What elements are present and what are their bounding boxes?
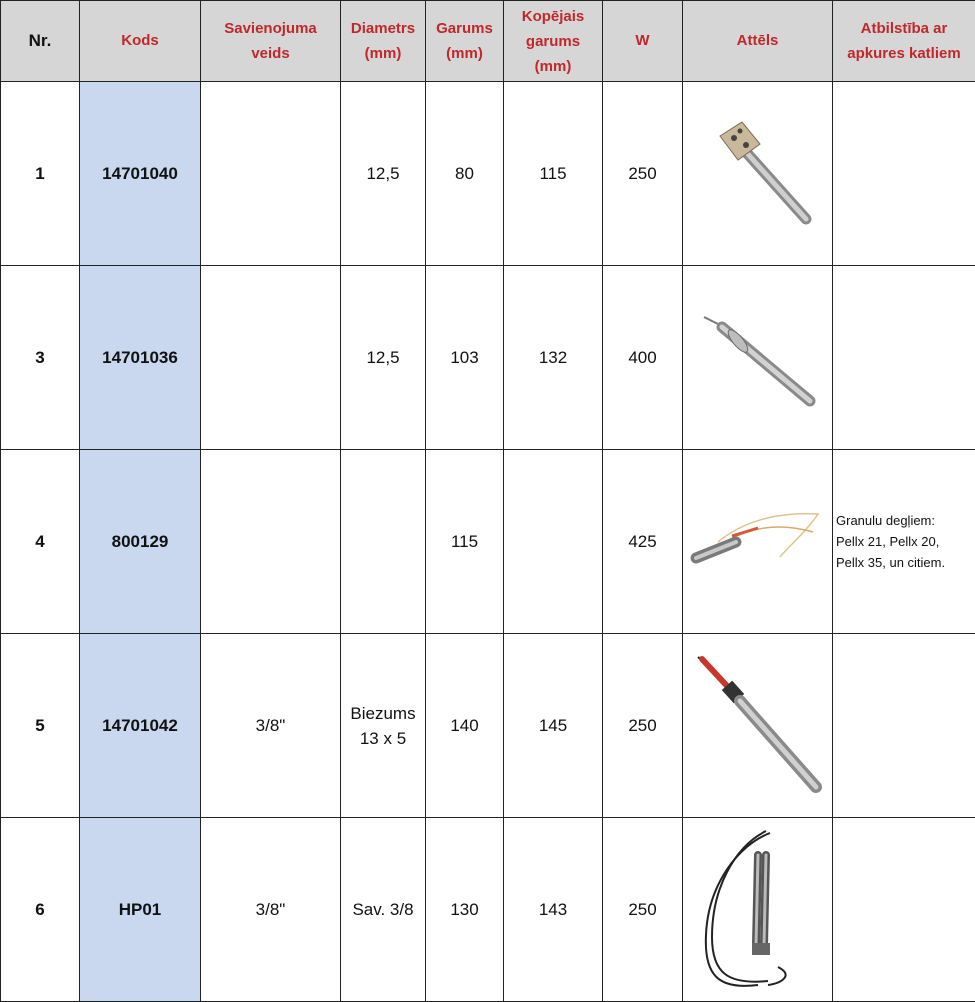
cell-attels <box>683 266 833 450</box>
cell-w: 250 <box>603 82 683 266</box>
header-w: W <box>603 1 683 82</box>
table-row <box>1 266 975 450</box>
cell-savienojuma-veids <box>201 450 341 634</box>
cell-atbilstiba <box>833 266 975 450</box>
table-row <box>1 82 975 266</box>
header-atbilstiba: Atbilstība ar apkures katliem <box>833 1 975 82</box>
header-attels: Attēls <box>683 1 833 82</box>
cell-kopejais-garums: 132 <box>504 266 603 450</box>
cell-atbilstiba <box>833 634 975 818</box>
cell-diametrs <box>341 450 426 634</box>
table-row <box>1 818 975 1002</box>
heating-element-threaded-icon <box>688 651 828 801</box>
heating-element-terminal-block-icon <box>698 114 818 234</box>
header-diametrs: Diametrs (mm) <box>341 1 426 82</box>
cell-kods: 800129 <box>80 450 201 634</box>
heating-element-wires-icon <box>688 502 828 582</box>
cell-kopejais-garums <box>504 450 603 634</box>
cell-kods: 14701040 <box>80 82 201 266</box>
header-garums: Garums (mm) <box>426 1 504 82</box>
cell-savienojuma-veids <box>201 266 341 450</box>
cell-w: 425 <box>603 450 683 634</box>
header-kopejais-garums: Kopējais garums (mm) <box>504 1 603 82</box>
cell-diametrs: 12,5 <box>341 266 426 450</box>
cell-diametrs: Sav. 3/8 <box>341 818 426 1002</box>
cell-kods: HP01 <box>80 818 201 1002</box>
cell-garums: 115 <box>426 450 504 634</box>
cell-w: 250 <box>603 818 683 1002</box>
cell-w: 250 <box>603 634 683 818</box>
cell-atbilstiba: Granulu degļiem: Pellx 21, Pellx 20, Pellx 35, un citiem. <box>833 450 975 634</box>
cell-kods: 14701042 <box>80 634 201 818</box>
cell-attels <box>683 634 833 818</box>
cell-atbilstiba <box>833 818 975 1002</box>
cell-atbilstiba <box>833 82 975 266</box>
cell-w: 400 <box>603 266 683 450</box>
heating-element-flange-icon <box>698 303 818 413</box>
cell-savienojuma-veids: 3/8" <box>201 634 341 818</box>
cell-nr: 4 <box>1 450 80 634</box>
cell-attels <box>683 818 833 1002</box>
cell-garums: 130 <box>426 818 504 1002</box>
cell-kopejais-garums: 145 <box>504 634 603 818</box>
cell-nr: 1 <box>1 82 80 266</box>
cell-savienojuma-veids: 3/8" <box>201 818 341 1002</box>
cell-kopejais-garums: 143 <box>504 818 603 1002</box>
cell-attels <box>683 450 833 634</box>
cell-diametrs: Biezums 13 x 5 <box>341 634 426 818</box>
cell-attels <box>683 82 833 266</box>
cell-savienojuma-veids <box>201 82 341 266</box>
header-kods: Kods <box>80 1 201 82</box>
table-row <box>1 450 975 634</box>
cell-kopejais-garums: 115 <box>504 82 603 266</box>
cell-nr: 6 <box>1 818 80 1002</box>
heating-element-cable-icon <box>698 825 818 995</box>
table-row <box>1 634 975 818</box>
cell-nr: 3 <box>1 266 80 450</box>
cell-garums: 80 <box>426 82 504 266</box>
header-savienojuma-veids: Savienojuma veids <box>201 1 341 82</box>
header-nr: Nr. <box>1 1 80 82</box>
cell-kods: 14701036 <box>80 266 201 450</box>
header-row <box>1 1 975 82</box>
cell-garums: 140 <box>426 634 504 818</box>
cell-garums: 103 <box>426 266 504 450</box>
cell-diametrs: 12,5 <box>341 82 426 266</box>
cell-nr: 5 <box>1 634 80 818</box>
